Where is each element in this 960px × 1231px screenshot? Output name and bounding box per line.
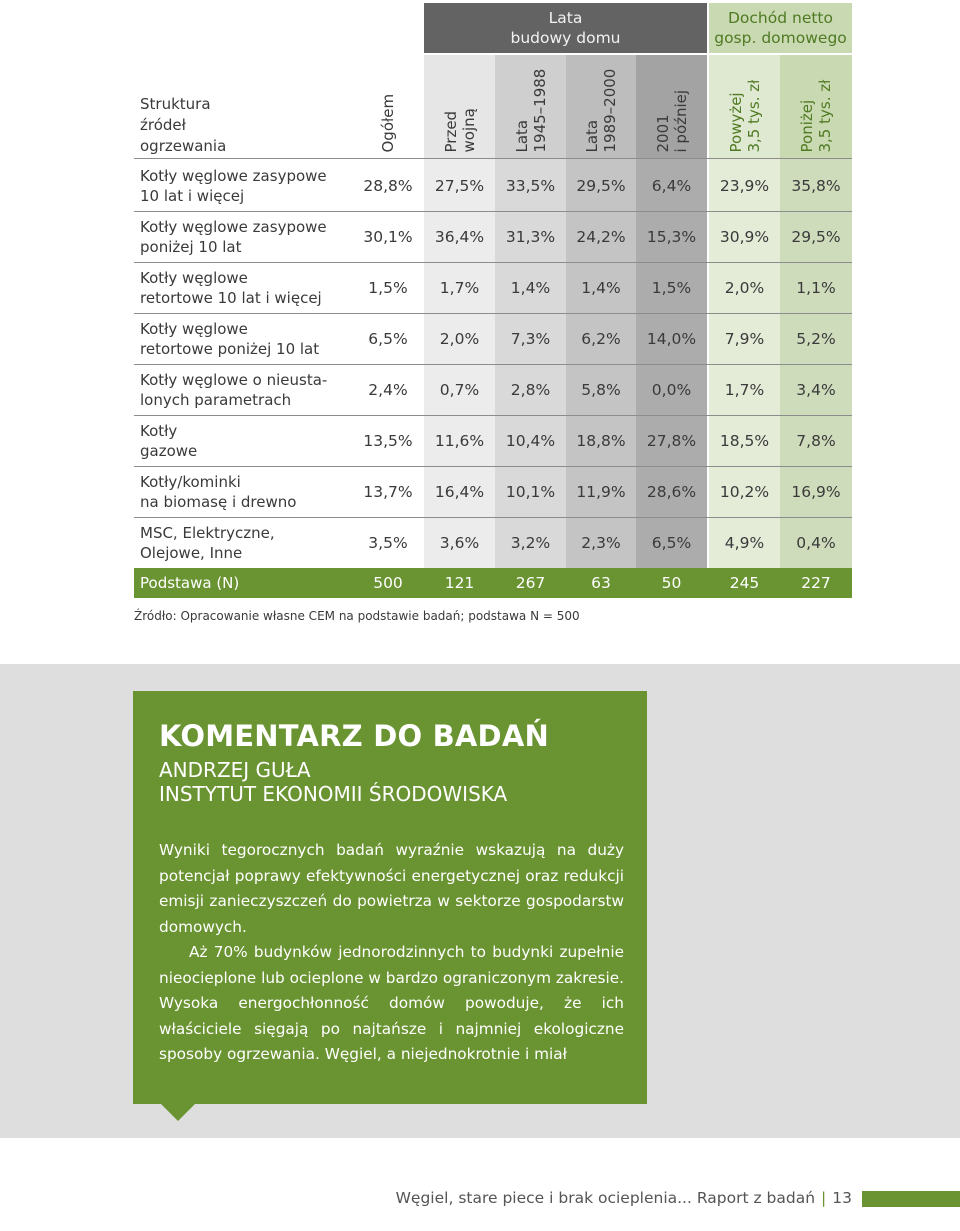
table-cell: 2,4%	[368, 381, 408, 399]
column-header-6	[709, 55, 780, 158]
table-cell: 1,1%	[796, 279, 836, 297]
table-cell: 36,4%	[434, 228, 485, 246]
base-cell: 245	[729, 574, 760, 592]
table-cell: 7,8%	[796, 432, 836, 450]
table-cell: 10,4%	[505, 432, 556, 450]
table-cell: 11,9%	[576, 483, 626, 501]
table-cell: 29,5%	[791, 228, 841, 246]
base-cell: 267	[515, 574, 546, 592]
column-header-label: Lata 1945–1988	[512, 68, 549, 152]
base-cell: 500	[373, 574, 403, 592]
column-header-label: Poniżej 3,5 tys. zł	[798, 79, 834, 152]
table-cell: 33,5%	[505, 177, 556, 195]
row-label: Kotły węglowe retortowe 10 lat i więcej	[140, 269, 322, 307]
comment-paragraph-2: Aż 70% budynków jednorodzinnych to budynki zupełnie nieocieplone lub ocieplone w bardzo ograniczonym zakresie. Wysoka energochłonność domów powoduje, że ich właściciele sięgają po najtańsze i najmniej ekologiczne sposoby ogrzewania. Węgiel, a niejednokrotnie i miał	[159, 943, 624, 1063]
table-cell: 3,2%	[510, 534, 551, 552]
table-cell: 35,8%	[791, 177, 841, 195]
table-cell: 1,4%	[581, 279, 621, 297]
table-row	[134, 314, 852, 364]
table-cell: 18,5%	[719, 432, 770, 450]
table-cell: 14,0%	[646, 330, 697, 348]
table-cell: 10,2%	[719, 483, 770, 501]
table-cell: 27,5%	[434, 177, 485, 195]
table-cell: 1,5%	[368, 279, 408, 297]
table-source-note: Źródło: Opracowanie własne CEM na podstawie badań; podstawa N = 500	[134, 609, 580, 623]
page-footer	[396, 1189, 852, 1207]
table-cell: 10,1%	[505, 483, 556, 501]
page-number: 13	[832, 1189, 852, 1207]
table-cell: 13,7%	[363, 483, 413, 501]
column-header-2	[424, 55, 495, 158]
table-cell: 2,8%	[510, 381, 551, 399]
table-cell: 1,7%	[439, 279, 480, 297]
table-cell: 1,5%	[651, 279, 692, 297]
table-cell: 3,4%	[796, 381, 836, 399]
table-cell: 27,8%	[646, 432, 697, 450]
column-header-label: Przed wojną	[441, 107, 478, 152]
row-label: Kotły węglowe retortowe poniżej 10 lat	[140, 320, 320, 358]
table-cell: 2,0%	[724, 279, 765, 297]
table-cell: 16,9%	[791, 483, 841, 501]
base-row	[134, 568, 852, 598]
table-cell: 31,3%	[505, 228, 556, 246]
column-header-label: Ogółem	[379, 93, 397, 152]
base-cell: 50	[661, 574, 682, 592]
comment-box-pointer	[160, 1103, 196, 1121]
table-cell: 28,6%	[646, 483, 697, 501]
comment-paragraph-1: Wyniki tegorocznych badań wyraźnie wskazują na duży potencjał poprawy efektywności energetycznej oraz redukcji emisji zanieczyszczeń do powietrza w sektorze gospodarstw domowych.	[159, 841, 624, 936]
table-cell: 5,8%	[581, 381, 621, 399]
column-header-1	[353, 55, 423, 158]
base-cell: 63	[591, 574, 611, 592]
table-cell: 13,5%	[363, 432, 413, 450]
column-header-label: Lata 1989–2000	[583, 68, 619, 152]
column-header-3	[495, 55, 566, 158]
table-cell: 7,9%	[724, 330, 765, 348]
table-cell: 3,5%	[368, 534, 408, 552]
table-row	[134, 212, 852, 262]
table-cell: 16,4%	[434, 483, 485, 501]
table-cell: 0,7%	[439, 381, 480, 399]
table-cell: 18,8%	[576, 432, 626, 450]
table-cell: 7,3%	[510, 330, 551, 348]
footer-separator: |	[821, 1189, 827, 1207]
table-cell: 30,1%	[363, 228, 413, 246]
comment-institution: INSTYTUT EKONOMII ŚRODOWISKA	[159, 782, 508, 806]
table-cell: 15,3%	[646, 228, 697, 246]
row-label: Kotły/kominki na biomasę i drewno	[140, 473, 297, 511]
base-cell: 121	[444, 574, 475, 592]
comment-title: KOMENTARZ DO BADAŃ	[159, 719, 549, 753]
row-label: Kotły węglowe o nieusta- lonych parametrach	[140, 371, 328, 409]
group-header-income: Dochód netto gosp. domowego	[709, 3, 852, 53]
table-cell: 6,4%	[651, 177, 692, 195]
table-cell: 28,8%	[363, 177, 413, 195]
table-cell: 30,9%	[719, 228, 770, 246]
structure-label: Struktura źródeł ogrzewania	[140, 95, 227, 155]
column-header-label: Powyżej 3,5 tys. zł	[726, 79, 763, 152]
table-cell: 6,5%	[651, 534, 692, 552]
table-cell: 24,2%	[576, 228, 626, 246]
row-label: Kotły węglowe zasypowe poniżej 10 lat	[140, 218, 327, 256]
comment-box	[133, 691, 647, 1104]
table-row	[134, 365, 852, 415]
table-cell: 11,6%	[434, 432, 485, 450]
column-header-7	[780, 55, 852, 158]
table-cell: 3,6%	[439, 534, 480, 552]
row-label: MSC, Elektryczne, Olejowe, Inne	[140, 524, 275, 562]
table-row	[134, 263, 852, 313]
table-row	[134, 518, 852, 568]
table-cell: 2,0%	[439, 330, 480, 348]
footer-accent-bar	[862, 1191, 960, 1207]
comment-body	[159, 838, 624, 1068]
row-label: Kotły węglowe zasypowe 10 lat i więcej	[140, 167, 327, 205]
table-cell: 4,9%	[724, 534, 765, 552]
column-header-4	[566, 55, 636, 158]
table-cell: 23,9%	[719, 177, 770, 195]
table-cell: 29,5%	[576, 177, 626, 195]
table-cell: 0,4%	[796, 534, 836, 552]
table-cell: 6,2%	[581, 330, 621, 348]
table-cell: 2,3%	[581, 534, 621, 552]
table-row	[134, 161, 852, 211]
base-row-label: Podstawa (N)	[140, 574, 240, 592]
table-row	[134, 467, 852, 517]
column-header-5	[636, 55, 707, 158]
footer-title: Węgiel, stare piece i brak ocieplenia... Raport z badań	[395, 1189, 816, 1207]
table-cell: 6,5%	[368, 330, 408, 348]
header-divider	[134, 158, 852, 159]
column-header-label: 2001 i później	[653, 89, 690, 152]
table-cell: 0,0%	[651, 381, 692, 399]
comment-author: ANDRZEJ GUŁA	[159, 758, 311, 782]
row-label: Kotły gazowe	[140, 422, 198, 460]
table-row	[134, 416, 852, 466]
table-cell: 1,4%	[510, 279, 551, 297]
group-header-building-years: Lata budowy domu	[424, 3, 707, 53]
table-cell: 1,7%	[724, 381, 765, 399]
base-cell: 227	[801, 574, 831, 592]
table-cell: 5,2%	[796, 330, 836, 348]
